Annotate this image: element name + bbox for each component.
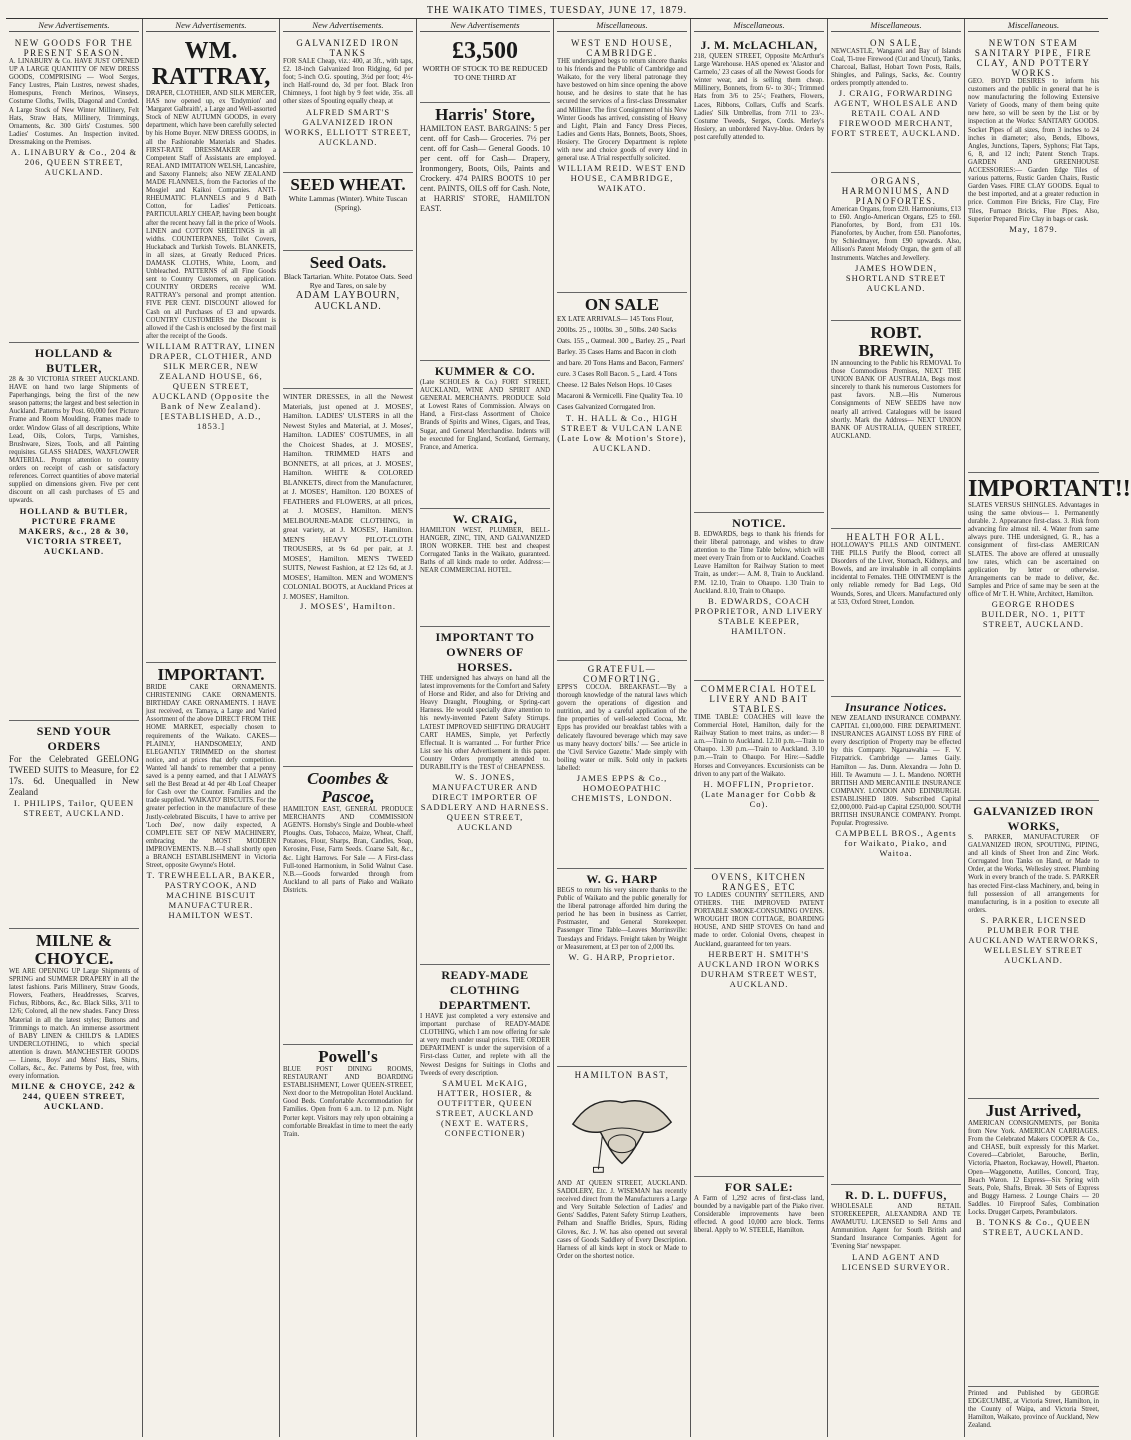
- ad-signature: I. PHILIPS, Tailor, QUEEN STREET, AUCKLAND.: [13, 798, 135, 818]
- ad-title: KUMMER & CO.: [434, 364, 536, 378]
- ad-commercial-hotel: [694, 681, 824, 869]
- ad-body: WE ARE OPENING UP Large Shipments of SPRING and SUMMER DRAPERY in all the latest fashions. Paris Millinery, Straw Goods, Flowers, Feathers, Headdresses, Scarves, Fichus, Ribbons, &c., &c. Black Silks, 3/11 to 12/6; Colored, all the new shades. Fancy Dress Material in all the latest styles; Buttons and Trimmings to match. An immense assortment of BABY LINEN & CHILD'S & LADIES UNDERCLOTHING, to which special attention is drawn. MANCHESTER GOODS— Linens, Boys' and Mens' Hats, Shirts, Collars, &c., &c. Patterns by Post, free, with every information.: [9, 968, 139, 1081]
- ad-title: GALVANIZED IRON TANKS: [296, 38, 400, 58]
- ad-linabury: [9, 35, 139, 343]
- ad-edwards-notice: [694, 513, 824, 681]
- ad-mckaig: [420, 965, 550, 1142]
- ad-body: WORTH OF STOCK TO BE REDUCED TO ONE THIRD AT: [422, 64, 548, 82]
- ad-seed-wheat: [283, 173, 413, 251]
- ad-seed-oats: [283, 251, 413, 389]
- ad-body: TO LADIES COUNTRY SETTLERS, AND OTHERS. THE IMPROVED PATENT PORTABLE SMOKE-CONSUMING OVENS. WROUGHT IRON COTTAGE, BOARDING HOUSE, AND SHIP STOVES On hand and made to order. Colonial Ovens, cheapest in Auckland, guaranteed for ten years.: [694, 892, 824, 948]
- ad-body: TIME TABLE: COACHES will leave the Commercial Hotel, Hamilton, daily for the Railway Station to meet trains, as under:— 8 a.m.—Train to Auckland. 12.10 p.m.—Train to Ohaupo. 1.30 p.m.—Train to Auckland. 3.10 p.m.—Train to Ohaupo. For Hire:—Saddle Horses and Conveyances. Excursionists can be driven to any part of the Waikato.: [694, 714, 824, 778]
- ad-body: EX LATE ARRIVALS— 145 Tons Flour, 200lbs. 25 ,, 100lbs. 30 ,, 50lbs. 240 Sacks Oats. 155 ,, Oatmeal. 300 ,, Barley. 25 ,, Pearl Barley. 35 Cases Hams and Bacon in cloth and bare. 20 Tons Hams and Bacon, Farmers' cure. 3 Cases Roll Bacon. 5 ,, Lard. 4 Tons Cheese. 12 Bales Nelson Hops. 10 Cases Macaroni & Vermicelli. Fine Quality Tea. 10 Cases Galvanized Corrugated Iron.: [557, 315, 686, 411]
- column-4: [417, 19, 554, 1437]
- column-header: Miscellaneous.: [831, 19, 961, 32]
- ad-stock-reduction: [420, 35, 550, 103]
- ad-powells: [283, 1045, 413, 1143]
- ad-title: ORGANS, HARMONIUMS, AND PIANOFORTES.: [841, 176, 951, 206]
- ad-galvanized-tanks: [283, 35, 413, 173]
- ad-title: IMPORTANT.: [157, 665, 265, 684]
- ad-important-slates: [968, 473, 1131, 801]
- ad-signature: JAMES EPPS & Co., HOMOEOPATHIC CHEMISTS, LONDON.: [571, 773, 673, 804]
- column-header: New Advertisements.: [9, 19, 139, 32]
- imprint-text: Printed and Published by GEORGE EDGECUMBE, at Victoria Street, Hamilton, in the County of Waipa, and Victoria Street, Hamilton, Waikato, province of Auckland, New Zealand.: [968, 1390, 1099, 1430]
- ad-harp: [557, 869, 687, 1067]
- ad-signature: JAMES HOWDEN, SHORTLAND STREET AUCKLAND.: [845, 262, 947, 293]
- ad-signature: J. MOSES', Hamilton.: [300, 601, 396, 611]
- column-7: [828, 19, 965, 1437]
- columns: [6, 19, 1131, 1437]
- ad-body: WHOLESALE AND RETAIL STOREKEEPER, ALEXANDRA AND TE AWAMUTU. LICENSED to Sell Arms and Ammunition. Agent for South British and Standard Insurance Companies. Agent for 'Evening Star' newspaper.: [831, 1203, 961, 1251]
- ad-title: READY-MADE CLOTHING DEPARTMENT.: [439, 968, 531, 1012]
- ad-title: WEST END HOUSE, CAMBRIDGE.: [570, 38, 674, 58]
- ad-body: FOR SALE Cheap, viz.: 400, at 3ft., with taps, £2. 18-inch Galvanized Iron Ridging, 6d per foot; 5-inch O.G. spouting, 3½d per foot; 4½-inch Half-round do, 3d per foot. Black Iron Chimneys, 1 foot high by 9 feet wide, 35s. all other sizes of Spouting equally cheap, at: [283, 58, 413, 106]
- ad-body: I HAVE just completed a very extensive and important purchase of READY-MADE CLOTHING, which I am now offering for sale at very much under usual prices. THE ORDER DEPARTMENT is under the supervision of a First-class Cutter, and replete with all the Newest Designs for Suitings in Cloths and Tweeds of every description.: [420, 1013, 550, 1077]
- ad-title: SEED WHEAT.: [290, 175, 406, 194]
- ad-title: MILNE & CHOYCE.: [34, 931, 114, 968]
- saddle-illustration-icon: [563, 1084, 681, 1176]
- imprint: [968, 1387, 1099, 1434]
- ad-body: WINTER DRESSES, in all the Newest Materials, just opened at J. MOSES', Hamilton. LADIES' ULSTERS in all the Newest Styles and Material, at J. Moses', Hamilton. LADIES' COSTUMES, in all the Choicest Shades, at J. MOSES', Hamilton. TRIMMED HATS and BONNETS, at all prices, at J. MOSES', Hamilton. WHITE & COLORED BLANKETS, direct from the Manufacturer, at J. MOSES', Hamilton. 120 BOXES of FEATHERS and FLOWERS, at all prices, at J. MOSES', Hamilton. MEN'S MELBOURNE-MADE CLOTHING, in great variety, at J. MOSES', Hamilton. MEN'S HEAVY PILOT-CLOTH TROUSERS, at 9s 6d per pair, at J. MOSES', Hamilton. MEN'S TWEED SUITS, Newest Fashion, at £2 12s 6d, at J. MOSES', Hamilton. MEN and WOMEN'S COLONIAL BOOTS, at Auckland Prices at J. MOSES', Hamilton.: [283, 392, 413, 601]
- ad-signature: WILLIAM REID. WEST END HOUSE, CAMBRIDGE, WAIKATO.: [557, 163, 687, 194]
- ad-epps-cocoa: [557, 661, 687, 869]
- ad-signature: SAMUEL McKAIG, HATTER, HOSIER, & OUTFITTER, QUEEN STREET, AUCKLAND (NEXT E. WATERS, CONFECTIONER): [435, 1077, 534, 1138]
- ad-signature: LAND AGENT AND LICENSED SURVEYOR.: [841, 1251, 951, 1272]
- ad-signature: J. CRAIG, FORWARDING AGENT, WHOLESALE AND RETAIL COAL AND FIREWOOD MERCHANT, FORT STREET, AUCKLAND.: [831, 88, 961, 139]
- ad-body: NEW ZEALAND INSURANCE COMPANY. CAPITAL £1,000,000. FIRE DEPARTMENT. INSURANCES AGAINST LOSS BY FIRE of every description of Property may be effected by this Company. Ngaruawahia — F. V. Fitzpatrick. Cambridge — James Gaily. Hamilton — Jas. Dunn. Alexandra — John D. Hill. Te Awamutu — J. L. Mandeno. NORTH BRITISH AND MERCANTILE INSURANCE COMPANY. LONDON AND EDINBURGH. ESTABLISHED 1809. Subscribed Capital £2,000,000. Paid-up Capital £250,000. SOUTH BRITISH INSURANCE COMPANY. Prompt. Popular. Progressive.: [831, 715, 961, 828]
- column-3: [280, 19, 417, 1437]
- ad-body: HOLLOWAY'S PILLS AND OINTMENT. THE PILLS Purify the Blood, correct all Disorders of the Liver, Stomach, Kidneys, and Bowels, and are invaluable in all complaints incidental to Females. THE OINTMENT is the only reliable remedy for Bad Legs, Old Wounds, Sores, and Ulcers. Manufactured only at 533, Oxford Street, London.: [831, 542, 961, 606]
- ad-body: S. PARKER, MANUFACTURER OF GALVANIZED IRON, SPOUTING, PIPING, and all kinds of Sheet Iron and Zinc Work. Corrugated Iron Tanks on Hand, or Made to Order, at the Works, Wellesley street. Plumbing Work in every branch of the trade. S. PARKER has erected First-class Machinery, and, being in full possession of all arrangements for manufacturing, is in a position to execute all orders.: [968, 834, 1099, 914]
- ad-title: Powell's: [318, 1047, 378, 1066]
- masthead: THE WAIKATO TIMES, TUESDAY, JUNE 17, 1879.: [6, 4, 1108, 19]
- ad-signature: CAMPBELL BROS., Agents for Waikato, Piako, and Waitoa.: [835, 828, 957, 859]
- ad-title: J. M. McLACHLAN,: [700, 38, 818, 52]
- ad-title: ON SALE: [584, 295, 660, 314]
- ad-title: ROBT. BREWIN,: [858, 323, 934, 360]
- ad-trewheellar: [146, 663, 276, 924]
- ad-body: BLUE POST DINING ROOMS, RESTAURANT AND BOARDING ESTABLISHMENT, Lower QUEEN-STREET, Next door to the Metropolitan Hotel Auckland. Good Beds. Comfortable Accommodation for Families. Open from 6 a.m. to 12 p.m. Night Porter kept. Visitors may rely upon obtaining a comfortable Breakfast in time to meet the early Train.: [283, 1066, 413, 1138]
- ad-signature: MILNE & CHOYCE, 242 & 244, QUEEN STREET, AUCKLAND.: [11, 1081, 137, 1112]
- ad-body: DRAPER, CLOTHIER, AND SILK MERCER, HAS now opened up, ex 'Endymion' and 'Margaret Galbraith', a Large and Well-assorted Stock of NEW AUTUMN GOODS, in every department, which have been carefully selected by his Home Buyer. NEW DRESS GOODS, in all the Fashionable Materials and Shades. FIRST-RATE DRESSMAKER and a Competent Staff of Assistants are employed. REAL AND IMITATION WELSH, Lancashire, and Saxony Flannels; also NEW ZEALAND MADE FLANNELS, from the Factories of the Mosgiel and Kaikoi Companies. ANTI-RHEUMATIC FLANNELS and 9 d Bath Cotton, for Ladies' Petticoats. PARTICULARLY CHEAP, having been bought after the recent heavy fall in the price of Wools. LINEN and COTTON SHEETINGS in all widths. COUNTERPANES, Toilet Covers, Huckaback and Turkish Towels. BLANKETS, in all sizes, at Greatly Reduced Prices. DAMASK CLOTHS, White, Loom, and Unbleached. PATTERNS of all Fine Goods sent to Country Customers, on application. COUNTRY ORDERS receive WM. RATTRAY's personal and prompt attention. FIVE PER CENT. DISCOUNT allowed for Cash on all Purchases of £3 and upwards. COUNTRY CUSTOMERS the Discount is allowed if the Cash is enclosed by the first mail after the receipt of the Goods.: [146, 90, 277, 340]
- ad-signature: W. G. HARP, Proprietor.: [568, 951, 676, 962]
- ad-signature: ALFRED SMART'S GALVANIZED IRON WORKS, ELLIOTT STREET, AUCKLAND.: [284, 106, 412, 147]
- ad-body: HAMILTON WEST, PLUMBER, BELL-HANGER, ZINC, TIN, AND GALVANIZED IRON WORKER. THE best and cheapest Corrugated Tanks in the Waikato, guaranteed. Baths of all kinds made to order. Address:—NEAR COMMERCIAL HOTEL.: [420, 527, 550, 575]
- ad-signature: H. MOFFLIN, Proprietor. (Late Manager for Cobb & Co).: [701, 778, 817, 809]
- ad-title: R. D. L. DUFFUS,: [845, 1188, 947, 1202]
- ad-wiseman-saddlery: [557, 1067, 687, 1265]
- ad-philips: [9, 721, 139, 929]
- ad-title: HOLLAND & BUTLER,: [34, 346, 114, 375]
- ad-milne-choyce: [9, 929, 139, 1115]
- ad-newton-pottery: [968, 35, 1099, 473]
- ad-title: Seed Oats.: [309, 253, 387, 272]
- ad-body: SLATES VERSUS SHINGLES. Advantages in using the same obvious— 1. Permanently durable. 2. Appearance first-class. 3. Risk from advancing fire almost nil. 4. Water from same always pure. THE undersigned, G. R., has a consignment of first-class AMERICAN SLATES. The above are offered at unusually low rates, which can be ascertained on application by letter or otherwise. Arrangements can be made to deliver, &c. Samples and Price of same may be seen at the office of Mr T. H. White, Architect, Hamilton.: [968, 502, 1099, 599]
- ad-body: THE undersigned has always on hand all the latest improvements for the Comfort and Safety of Horse and Rider, and also for Driving and Heavy Draught, Ploughing, or Spring-cart Harness. He would specially draw attention to his newly-invented Patent Safety Stirrups. LATEST IMPROVED SHIFTING DRAUGHT CART HAMES, Simple, yet Perfectly Effectual. It is warranted ... For further Price List see his other Advertisement in this paper. Country Orders promptly attended to. DURABILITY is the TEST of CHEAPNESS.: [420, 675, 550, 772]
- ad-title: Insurance Notices.: [844, 700, 948, 714]
- column-5: [554, 19, 691, 1437]
- ad-body: THE undersigned begs to return sincere thanks to his friends and the Public of Cambridge and Waikato, for the very liberal patronage they have bestowed on him since opening the above house, and he desires to state that he has secured the services of a first-class Dressmaker and Milliner. The first Consignment of his New Winter Goods has arrived, consisting of Heavy and Light, Plain and Fancy Dress Pieces, Ladies and Gents Hats, Bonnets, Boots, Shoes, Hosiery. The Grocery Department is replete with new and choice goods of every kind in general use. A Trial respectfully solicited.: [557, 58, 687, 163]
- ad-craig: [420, 509, 550, 627]
- column-header: New Advertisements: [420, 19, 550, 32]
- ad-signature: HERBERT H. SMITH'S AUCKLAND IRON WORKS DURHAM STREET WEST, AUCKLAND.: [697, 948, 821, 989]
- ad-title: HEALTH FOR ALL.: [846, 532, 946, 542]
- ad-ovens: [694, 869, 824, 1177]
- ad-insurance: [831, 697, 961, 1185]
- ad-body: HAMILTON EAST, GENERAL PRODUCE MERCHANTS AND COMMISSION AGENTS. Hornsby's Single and Double-wheel Ploughs. Oats, Tobacco, Maize, Wheat, Chaff, Potatoes, Flour, Sharps, Bran, Candles, Soap, Kerosine, Fuse, Farm Seeds. Coarse Salt, &c., &c. Light Harrows. For Sale — A First-class Full-toned Harmonium, in Solid Walnut Case. N.B.—Goods forwarded through from Auckland to all parts of Piako and Waikato Districts.: [283, 806, 413, 894]
- ad-body: BRIDE CAKE ORNAMENTS. CHRISTENING CAKE ORNAMENTS. BIRTHDAY CAKE ORNAMENTS. I HAVE just received, ex Tamaya, a Large and Varied Assortment of the above DIRECT FROM THE HOME MARKET, especially chosen to requirements of the Waikato. CAKES—PLAINLY, HANDSOMELY, AND ELEGANTLY TRIMMED on the shortest notice, and at prices that defy competition. Wanted 'all hands' to remember that a penny saved is a penny earned, and that I ALWAYS sell the Best Bread at 4d per 4lb Loaf Cheaper for Cash over the Counter. Families and the trade supplied. 'WAIKATO' BISCUITS. For the greater perfection in the manufacture of these Justly-celebrated Biscuits, I have to arrive per 'Loch Dee', now daily expected, A COMPLETE SET OF NEW MACHINERY, embracing the MOST MODERN IMPROVEMENTS. N.B.—I shall shortly open a BRANCH ESTABLISHMENT in Victoria Street, opposite Gwynne's Hotel.: [146, 684, 276, 870]
- ad-harris-store: [420, 103, 550, 361]
- column-header: New Advertisements.: [283, 19, 413, 32]
- ad-title: FOR SALE:: [724, 1180, 794, 1194]
- ad-signature: HOLLAND & BUTLER, PICTURE FRAME MAKERS, &c., 28 & 30, VICTORIA STREET, AUCKLAND.: [18, 505, 130, 556]
- ad-west-end-house: [557, 35, 687, 293]
- ad-moses: [283, 389, 413, 767]
- ad-brewin: [831, 321, 961, 529]
- ad-rattray: [146, 35, 276, 663]
- ad-title: SEND YOUR ORDERS: [36, 724, 112, 753]
- ad-title: GALVANIZED IRON WORKS,: [973, 804, 1094, 833]
- column-header: Miscellaneous.: [694, 19, 824, 32]
- ad-body: (Late SCHOLES & Co.) FORT STREET, AUCKLAND, WINE AND SPIRIT AND GENERAL MERCHANTS. PRODUCE Sold at Lowest Rates of Commission. Always on Hand, a First-class Assortment of Choice Brands of Spirits and Wines, Cigars, and Teas, Sugar, and General Merchandise. Indents will be executed for England, Scotland, Germany, France, and America.: [420, 379, 550, 451]
- ad-title: Coombes & Pascoe,: [307, 769, 389, 806]
- ad-body: American Organs, from £20. Harmoniums, £13 to £60. Anglo-American Organs, £25 to £60. Pianofortes, by Bord, from £31 10s. Pianofortes, by Aucher, from £50. Pianofortes, by Schiedmayer, from £90 upwards. Also, Allison's Patent Melody Organ, the gem of all Instruments. Watches and Jewellery.: [831, 206, 961, 262]
- ad-signature: A. LINABURY & Co., 204 & 206, QUEEN STREET, AUCKLAND.: [10, 147, 138, 178]
- column-header: Miscellaneous.: [557, 19, 687, 32]
- ad-body: Black Tartarian. White. Potatoe Oats. Seed Rye and Tares, on sale by: [283, 272, 413, 290]
- ad-signature: B. TONKS & Co., QUEEN STREET, AUCKLAND.: [976, 1217, 1091, 1238]
- ad-duffus: [831, 1185, 961, 1276]
- ad-body: 28 & 30 VICTORIA STREET AUCKLAND. HAVE on hand two large Shipments of Paperhangings, being the first of the new season patterns; the largest and best selection in Auckland. Patterns by Post. 60,000 feet Picture Frame and Room Moulding. Frames made to order. Window Glass of all descriptions, White Lead, Oils, Colors, Turps, Varnishes, Brushware, Sizes, Tools, and all Painting requisites. GLASS SHADES, WAXFLOWER MATERIAL. Prompt attention to country orders on receipt of cash or satisfactory references. Correct quantities of above material supplied on dimensions given. Five per cent discount on all cash purchases of £5 and upwards.: [9, 376, 139, 505]
- ad-body: NEWCASTLE, Wangarei and Bay of Islands Coal, Ti-tree Firewood (Cut and Uncut), Tanks, Charcoal, Ballast, Hobart Town Posts, Rails, Shingles, and Palings, Sacks, &c. Country orders promptly attended to.: [831, 48, 961, 88]
- ad-title: ON SALE,: [870, 38, 922, 48]
- ad-holland-butler: [9, 343, 139, 721]
- ad-tonks-carriages: [968, 1099, 1099, 1387]
- ad-signature: GEORGE RHODES BUILDER, NO. 1, PITT STREET, AUCKLAND.: [981, 599, 1086, 630]
- ad-body: IN announcing to the Public his REMOVAL To those Commodious Premises, NEXT THE UNION BANK OF AUSTRALIA, Begs most sincerely to thank his numerous Customers for past favors. N.B.—His Numerous Consignments of NEW SEEDS have now nearly all arrived. Catalogues will be issued shortly. Mark the Address— NEXT UNION BANK OF AUSTRALIA, QUEEN STREET, AUCKLAND.: [831, 360, 961, 440]
- ad-body: B. EDWARDS, begs to thank his friends for their liberal patronage, and wishes to draw attention to the Time Table below, which will meet every Train from or to Auckland. Coaches Leave Hamilton for Railway Station to meet Train, as under:— A.M. 8, Train to Auckland. P.M. 12.10, Train to Ohaupo. 1.30 Train to Auckland. 8.10, Train to Ohaupo.: [694, 531, 824, 595]
- ad-signature: B. EDWARDS, COACH PROPRIETOR, AND LIVERY STABLE KEEPER, HAMILTON.: [694, 595, 824, 636]
- ad-signature: W. S. JONES, MANUFACTURER AND DIRECT IMPORTER OF SADDLERY AND HARNESS. QUEEN STREET, AUCKLAND: [420, 772, 550, 833]
- column-8: [965, 19, 1131, 1437]
- ad-body: AND AT QUEEN STREET, AUCKLAND. SADDLERY, Etc. J. WISEMAN has recently received direct from the Manufacturers a Large and Very Suitable Selection of Ladies' and Gents' Saddles, Patent Safety Stirrup Leathers, Pelham and Snaffle Bridles, Spurs, Riding Gloves, &c. J. W. has also opened out several cases of Goods Saddlery of Every Description. Harness of all kinds kept in stock or Made to Order on the shortest notice.: [557, 1180, 687, 1260]
- ad-body: For the Celebrated GEELONG TWEED SUITS to Measure, for £2 17s. 6d. Unequalled in New Zealand: [9, 754, 139, 797]
- ad-body: BEGS to return his very sincere thanks to the Public of Waikato and the public generally for the liberal patronage afforded him during the period he has been in business as Carrier, Postmaster, and General Storekeeper. Passenger Time Table—Leaves Morrinsville: Tuesdays and Fridays. Freight taken by Weight or Measurement, at £3 per ton of 2,000 lbs.: [557, 887, 687, 951]
- ad-body: GEO. BOYD DESIRES to inform his customers and the public in general that he is now manufacturing the following Extensive Variety of Goods, many of them being quite new here, so will be seen by the List or by inspection at the Works: SANITARY GOODS. Socket Pipes of all sizes, from 3 inches to 24 inches in diameter; also, Bends, Elbows, Angles, Junctions, Tapers, Syphons; Flat Taps, 6, 8, and 12 inch; Patent Stench Traps. GARDEN AND GREENHOUSE ACCESSORIES:— Garden Edge Tiles of various patterns, Rustic Garden Chairs, Rustic Garden Vases. FIRE CLAY GOODS. Equal to the best imported, and at a greater reduction in price. Common Fire Bricks, Fire Clay, Fire Tiles, Furnace Bricks, Flue Pipes. Also, Superior Prepared Fire Clay in bags or cask.: [968, 78, 1099, 223]
- ad-coombes-pascoe: [283, 767, 413, 1045]
- ad-title: W. CRAIG,: [452, 512, 518, 526]
- ad-body: HAMILTON EAST. BARGAINS: 5 per cent. off for Cash— Groceries. 7½ per cent. off for Cash— General Goods. 10 per cent. off for Cash— Drapery, Ironmongery, Boots, Oils, Paints and Crockery. 474 PAIRS BOOTS 10 per cent. PAINTS, OILS off for Cash. Note, at HARRIS' STORE, HAMILTON EAST.: [420, 124, 550, 213]
- ad-craig-coal: [831, 35, 961, 173]
- ad-title: W. G. HARP: [586, 872, 658, 886]
- ad-body: A. LINABURY & Co. HAVE JUST OPENED UP A LARGE QUANTITY OF NEW DRESS GOODS, COMPRISING — Wool Serges, Fancy Lustres, Plain Lustres, newest shades, Homespuns, French Merinos, Winseys, Costume Cloths, Twills, Diagonal and Corded. A Large Stock of New Winter Millinery, Felt Hats, Straw Hats, Millinery, Trimmings, Ornaments, &c. 300 Girls' Costumes. 500 Ladies' Costumes. An Inspection invited. Dressmaking on the Premises.: [9, 58, 139, 146]
- ad-body: AMERICAN CONSIGNMENTS, per Bonita from New York. AMERICAN CARRIAGES. From the Celebrated Makers COOPER & Co., and CHASE, built expressly for this Market. Covered—Cabriolet, Barouche, Berlin, Victoria, Phaeton, Rockaway, Howell, Phaeton. Open—Waggonette, Autilles, Concord, Tray, Beach Waron. 12 Express—Six Spring with Seats, Pole, Shafts, Break. 30 Sets of Express and Buggy Harness. 2 Lounge Chairs — 20 Saddles. 10 Fireproof Safes, Combination Locks. Drugget Carpets, Perambulators.: [968, 1120, 1099, 1217]
- ad-title: OVENS, KITCHEN RANGES, ETC: [711, 872, 807, 892]
- ad-title: WM. RATTRAY,: [151, 38, 271, 90]
- column-6: [691, 19, 828, 1437]
- ad-signature: WILLIAM RATTRAY, LINEN DRAPER, CLOTHIER, AND SILK MERCER, NEW ZEALAND HOUSE, 66, QUEEN STREET, AUCKLAND (Opposite the Bank of New Zealand). [ESTABLISHED, A.D., 1853.]: [146, 340, 276, 431]
- ad-fill-text: [694, 142, 824, 150]
- ad-title: NEWTON STEAM SANITARY PIPE, FIRE CLAY, AND POTTERY WORKS.: [974, 38, 1093, 78]
- ad-signature: ADAM LAYBOURN, AUCKLAND.: [295, 290, 401, 312]
- ad-signature: May, 1879.: [1009, 223, 1058, 234]
- ad-jones-saddlery: [420, 627, 550, 965]
- ad-title: Just Arrived,: [985, 1101, 1082, 1120]
- ad-title: NOTICE.: [732, 516, 786, 530]
- ad-signature: T. H. HALL & Co., HIGH STREET & VULCAN LANE (Late Low & Motion's Store), AUCKLAND.: [557, 413, 687, 453]
- column-header: Miscellaneous.: [968, 19, 1099, 32]
- ad-body: White Lammas (Winter). White Tuscan (Spring).: [288, 194, 408, 212]
- ad-mclachlan: [694, 35, 824, 513]
- ad-holloway: [831, 529, 961, 697]
- ad-for-sale-farm: [694, 1177, 824, 1239]
- ad-howden-organs: [831, 173, 961, 321]
- ad-title: IMPORTANT!!: [968, 476, 1131, 502]
- ad-body: 218, QUEEN STREET, Opposite McArthur's Large Warehouse. HAS opened ex 'Alastor and Carmelo,' 23 cases of all the Newest Goods for winter wear, and is selling them cheap. Millinery, Bonnets, from 6/- to 30/-; Trimmed Hats from 3/6 to 25/-; Feathers, Flowers, Laces, Ribbons, Collars, Cuffs and Scarfs. Ladies' Silk Umbrellas, from 7/11 to 23/-. Costume Tweeds, Serges, Cords. Merley's Hosiery, an unbordered Navy-blue. Orders by post carefully attended to.: [694, 53, 824, 141]
- ad-title: COMMERCIAL HOTEL LIVERY AND BAIT STABLES.: [700, 684, 818, 714]
- ad-title: NEW GOODS FOR THE PRESENT SEASON.: [14, 38, 134, 58]
- ad-signature: T. TREWHEELLAR, BAKER, PASTRYCOOK, AND MACHINE BISCUIT MANUFACTURER. HAMILTON WEST.: [146, 870, 276, 921]
- column-header: New Advertisements.: [146, 19, 276, 32]
- ad-title: IMPORTANT TO OWNERS OF HORSES.: [435, 630, 535, 674]
- column-2: [143, 19, 280, 1437]
- ad-title: GRATEFUL—COMFORTING.: [583, 664, 661, 684]
- ad-title: HAMILTON BAST,: [574, 1070, 670, 1080]
- ad-on-sale-hall: [557, 293, 687, 661]
- ad-signature: S. PARKER, LICENSED PLUMBER FOR THE AUCKLAND WATERWORKS, WELLESLEY STREET AUCKLAND.: [968, 914, 1099, 965]
- ad-body: EPPS'S COCOA. BREAKFAST.—'By a thorough knowledge of the natural laws which govern the operations of digestion and nutrition, and by a careful application of the fine properties of well-selected Cocoa, Mr. Epps has provided our breakfast tables with a delicately flavoured beverage which may save us many heavy doctors' bills.' — See article in the 'Civil Service Gazette.' Made simply with boiling water or milk. Sold only in packets labelled:: [557, 684, 687, 772]
- ad-parker: [968, 801, 1099, 1099]
- ad-kummer: [420, 361, 550, 509]
- column-1: [6, 19, 143, 1437]
- ad-title: Harris' Store,: [435, 105, 535, 124]
- ad-title: £3,500: [452, 38, 518, 64]
- ad-body: A Farm of 1,292 acres of first-class land, bounded by a navigable part of the Piako river. Considerable improvements have been effected. A good 10,000 acre block. Terms liberal. Apply to W. STEELE, Hamilton.: [694, 1195, 824, 1235]
